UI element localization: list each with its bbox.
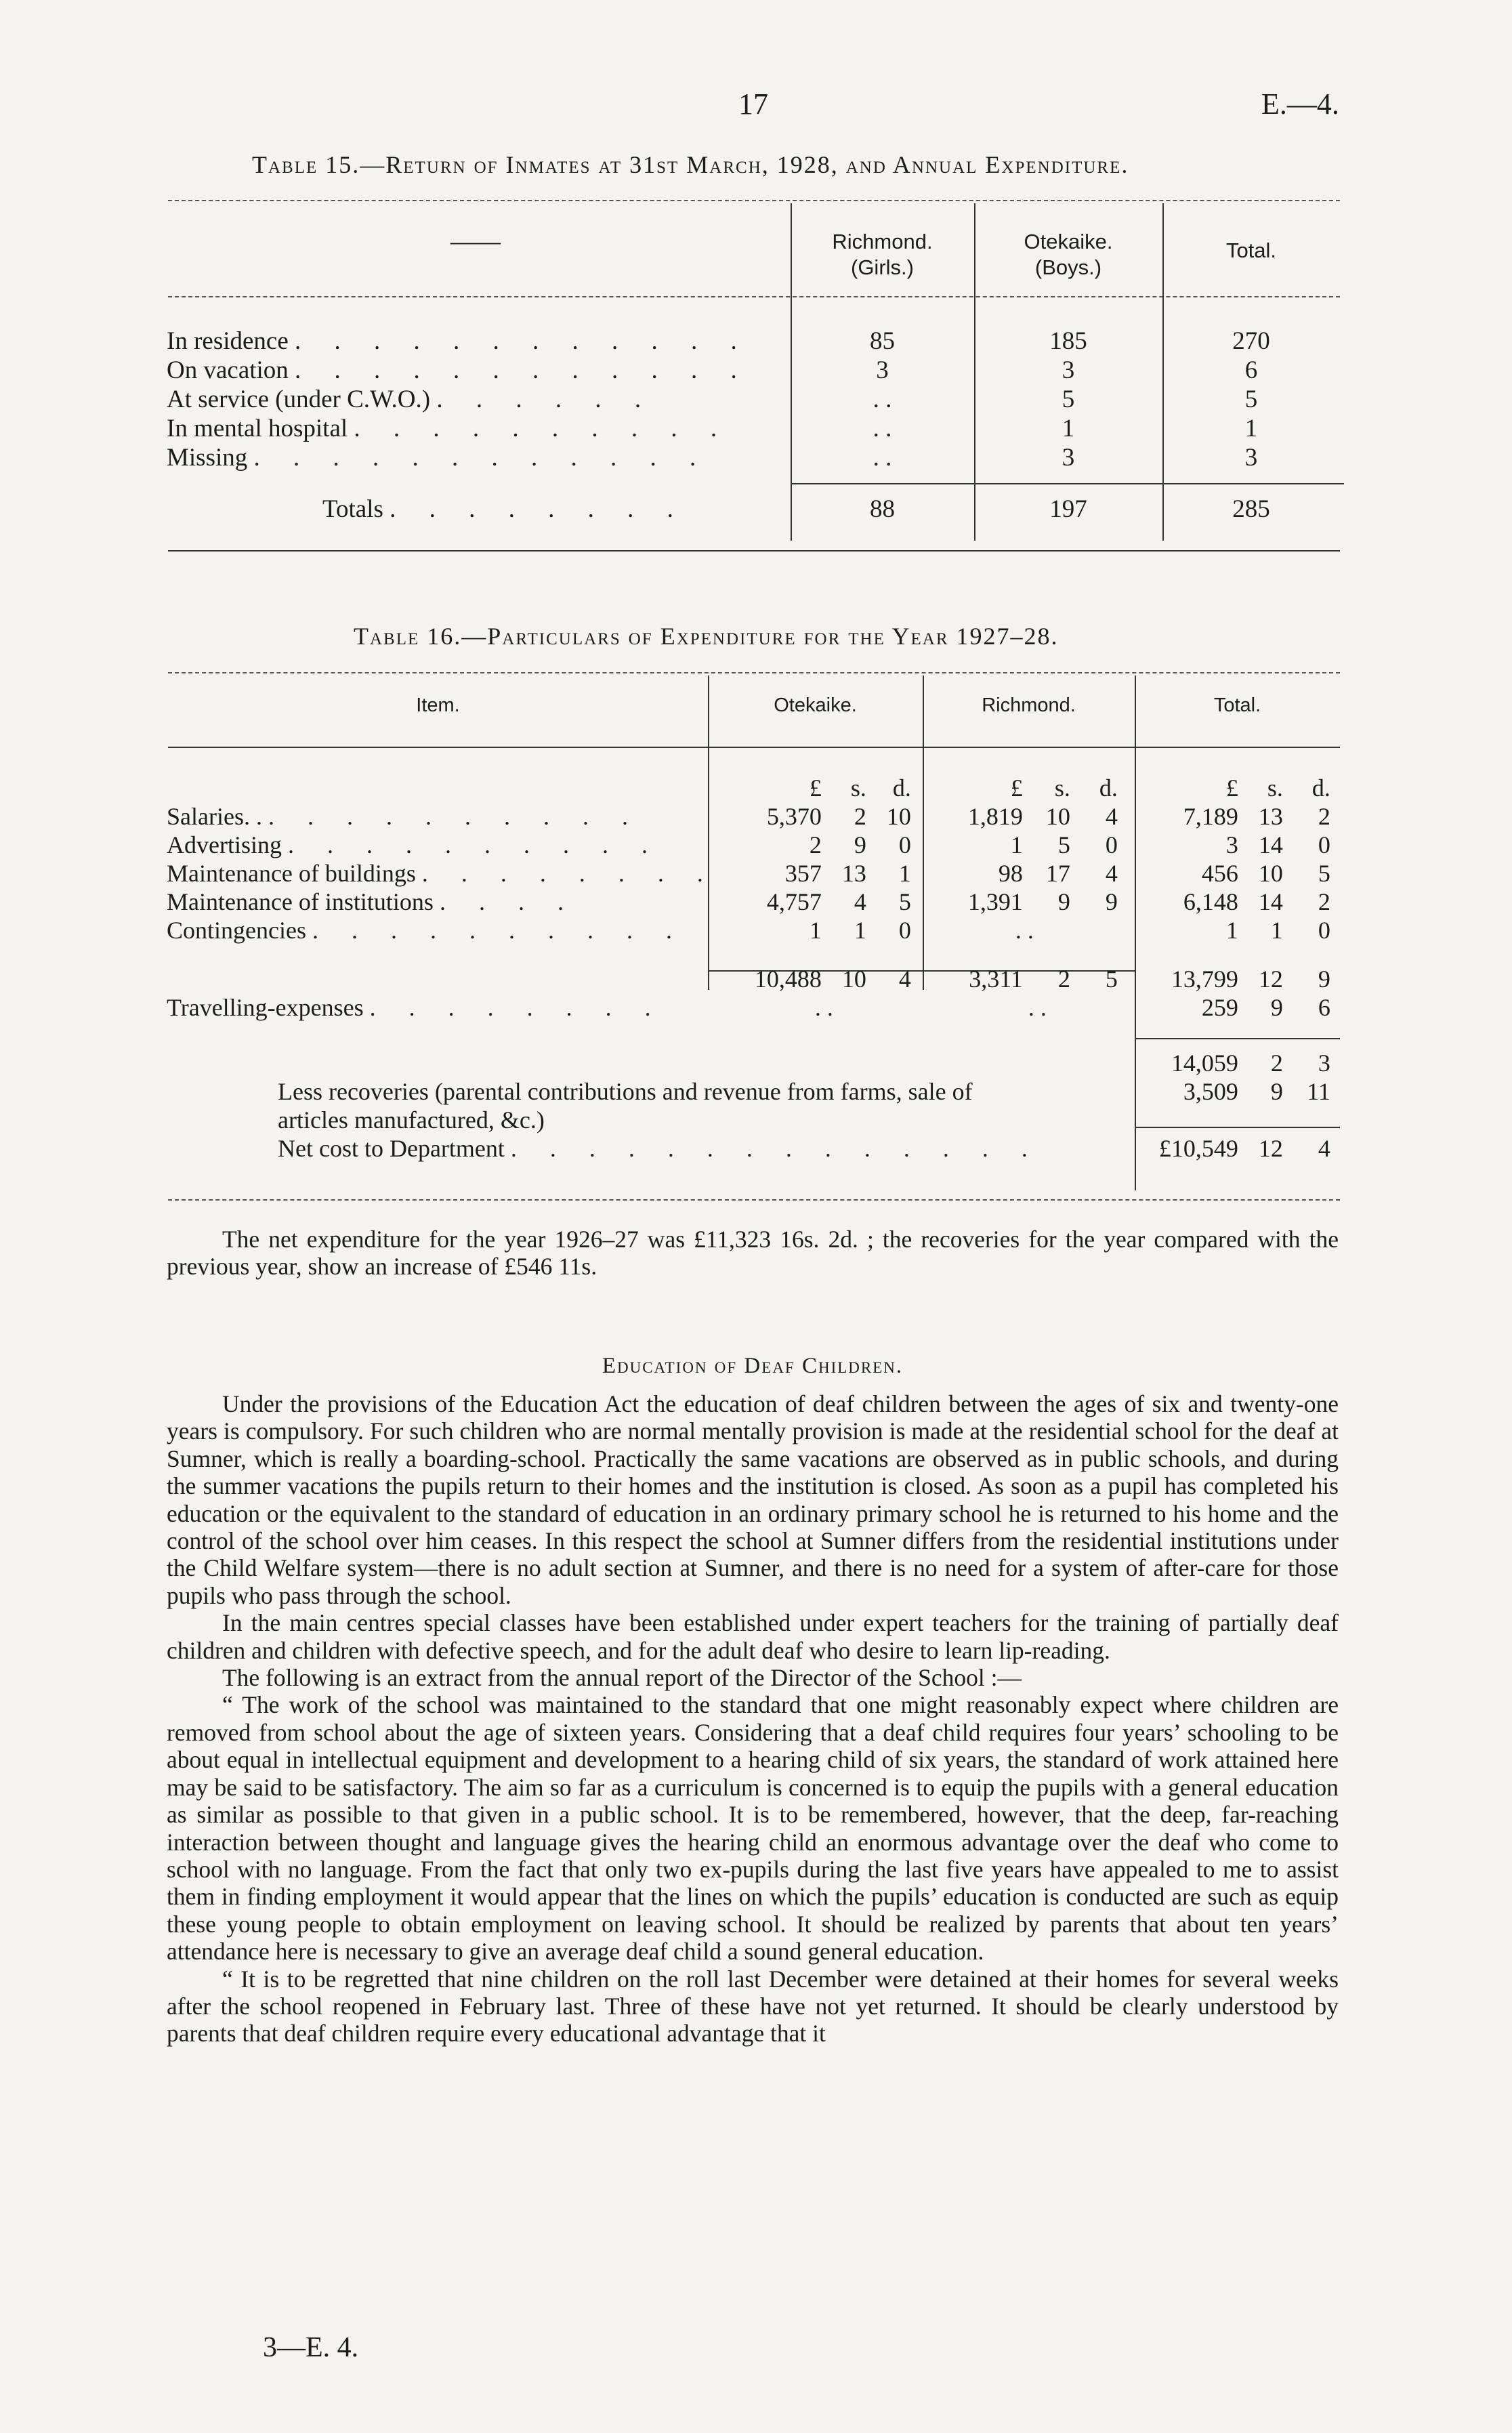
total-value: 5 — [1244, 386, 1258, 413]
row-label: Salaries. . — [167, 803, 262, 830]
total-subtotal-pounds: 13,799 — [1171, 965, 1238, 993]
total-pounds: 259 — [1201, 994, 1238, 1021]
total-shillings: 9 — [1270, 994, 1283, 1021]
otekaike-value: 3 — [1062, 356, 1075, 384]
net-cost-pounds: £10,549 — [1158, 1135, 1238, 1162]
table15-title: Table 15.—Return of Inmates at 31st March, 1928, and Annual Expenditure. — [252, 151, 1129, 178]
paragraph: Under the provisions of the Education Act the education of deaf children between the ages of six and twenty-one years is compulsory. For such children who are normal mentally provision is made at the residential school for the deaf at Sumner, which is really a boarding-school. Practically the same vacations are observed as in public schools, and during the summer vacations the pupils return to their homes and the institution is closed. As soon as a pupil has completed his education or the equivalent to the standard of education in an ordinary primary school he is returned to his home and the control of the school over him ceases. In this respect the school at Sumner differs from the residential institutions under the Child Welfare system—there is no adult section at Sumner, and there is no need for a system of after-care for those pupils who pass through the school. — [167, 1390, 1339, 1609]
pound-symbol: £ — [1010, 774, 1023, 802]
table-row: On vacation . . . . . . . . . . . . 3 3 6 — [167, 356, 1340, 385]
total-pounds: 3 — [1225, 831, 1238, 858]
richmond-shillings: 9 — [1057, 888, 1070, 915]
section-title: Education of Deaf Children. — [602, 1354, 904, 1378]
table-row: Maintenance of buildings . . . . . . . . 357 13 1 98 17 4 456 10 5 — [167, 860, 1330, 887]
paragraph: “ The work of the school was maintained to the standard that one might reasonably expect where children are removed from school about the age of sixteen years. Considering that a deaf child requires four years’ schooling to be about equal in intellectual equipment and development to a hearing child of six years, the standard of work attained here may be said to be satisfactory. The aim so far as a curriculum is concerned is to equip the pupils with a general education as similar as possible to that given in a public school. It is to be remembered, however, that the deep, far-reaching interaction between thought and language gives the hearing child an enormous advantage over the deaf who come to school with no language. From the fact that only two ex-pupils during the last five years have appealed to me to assist them in finding employment it would appear that the lines on which the pupils’ education is conducted are such as equip these young people to obtain employment on leaving school. It should be realized by parents that about ten years’ attendance here is necessary to give an average deaf child a sound general education. — [167, 1691, 1339, 1966]
table-row: Missing . . . . . . . . . . . . . . 3 3 — [167, 443, 1340, 472]
total-pence: 0 — [1318, 917, 1330, 944]
total-pounds: 7,189 — [1183, 803, 1238, 830]
otekaike-shillings: 2 — [854, 803, 866, 830]
subtotal-row — [167, 965, 1349, 993]
shilling-symbol: s. — [1267, 774, 1283, 802]
otekaike-pounds: 5,370 — [766, 803, 822, 830]
table15-header-total: Total. — [1225, 238, 1277, 262]
total-pence: 0 — [1318, 831, 1330, 858]
total-shillings: 1 — [1270, 917, 1283, 944]
otekaike-shillings: 1 — [854, 917, 866, 944]
total-shillings: 10 — [1258, 860, 1283, 887]
total-shillings: 13 — [1258, 803, 1283, 830]
row-label: Maintenance of institutions — [167, 888, 434, 915]
otekaike-subtotal-pence: 4 — [898, 965, 911, 993]
total-value: 1 — [1244, 415, 1258, 442]
otekaike-shillings: 4 — [854, 888, 866, 915]
row-label: Advertising — [167, 831, 282, 858]
richmond-empty: . . — [1015, 917, 1034, 944]
total-shillings: 14 — [1258, 831, 1283, 858]
otekaike-shillings: 13 — [841, 860, 866, 887]
otekaike-shillings: 9 — [854, 831, 866, 858]
richmond-pounds: 1 — [1010, 831, 1023, 858]
total-pounds: 1 — [1225, 917, 1238, 944]
richmond-subtotal-pounds: 3,311 — [969, 965, 1023, 993]
table15-blank-header: —— — [450, 228, 501, 255]
total-value: 6 — [1244, 356, 1258, 384]
total-pounds: 6,148 — [1183, 888, 1238, 915]
totals-label: Totals — [322, 495, 383, 523]
total-subtotal-shillings: 12 — [1258, 965, 1283, 993]
richmond-value: . . — [873, 444, 892, 472]
otekaike-pounds: 357 — [784, 860, 822, 887]
section-body — [167, 1390, 1339, 2047]
shilling-symbol: s. — [850, 774, 866, 802]
richmond-value: . . — [873, 415, 892, 442]
recoveries-shillings: 9 — [1270, 1078, 1283, 1105]
richmond-pence: 4 — [1105, 860, 1118, 887]
table16-header-total: Total. — [1213, 694, 1261, 716]
recoveries-label: Less recoveries (parental contributions and revenue from farms, sale of — [278, 1078, 973, 1105]
row-label: Contingencies — [167, 917, 306, 944]
otekaike-value: 1 — [1062, 415, 1075, 442]
table-row: Advertising . . . . . . . . . . 2 9 0 1 5 0 3 14 0 — [167, 831, 1330, 858]
recoveries-pounds: 3,509 — [1183, 1078, 1238, 1105]
otekaike-total: 197 — [1049, 495, 1087, 523]
currency-header-row — [167, 774, 1349, 802]
signature-mark: 3—E. 4. — [263, 2332, 359, 2363]
row-label: In mental hospital — [167, 415, 348, 442]
row-label: Missing — [167, 444, 248, 472]
total-pounds: 456 — [1201, 860, 1238, 887]
paragraph: The following is an extract from the annual report of the Director of the School :— — [222, 1664, 1022, 1692]
row-label: Travelling-expenses — [167, 994, 364, 1021]
paragraph: “ It is to be regretted that nine children on the roll last December were detained at their homes for several weeks after the school reopened in February last. Three of these have not yet returned. It should be clearly understood by parents that deaf children require every educational advantage that it — [167, 1965, 1339, 2047]
recoveries-row — [167, 1077, 1349, 1106]
richmond-pounds: 1,819 — [967, 803, 1023, 830]
row-label: At service (under C.W.O.) — [167, 386, 431, 413]
net-cost-label: Net cost to Department — [278, 1135, 505, 1162]
table-row: Contingencies . . . . . . . . . . 1 1 0 . . 1 1 0 — [167, 917, 1330, 944]
pound-symbol: £ — [809, 774, 822, 802]
otekaike-value: 185 — [1049, 327, 1087, 355]
otekaike-pounds: 1 — [809, 917, 822, 944]
shilling-symbol: s. — [1054, 774, 1070, 802]
otekaike-pence: 0 — [898, 831, 911, 858]
gross-total-shillings: 2 — [1270, 1049, 1283, 1077]
table15-body — [167, 327, 1340, 472]
table15-header-richmond: Richmond. (Girls.) — [832, 230, 933, 279]
otekaike-pence: 1 — [898, 860, 911, 887]
net-cost-pence: 4 — [1318, 1135, 1330, 1162]
otekaike-subtotal-pounds: 10,488 — [754, 965, 822, 993]
table15-header-otekaike: Otekaike. (Boys.) — [1024, 230, 1113, 279]
gross-total-pence: 3 — [1318, 1049, 1330, 1077]
expenditure-note: The net expenditure for the year 1926–27 was £11,323 16s. 2d. ; the recoveries for the year compared with the previous year, show an increase of £546 11s. — [167, 1226, 1339, 1281]
total-pence: 2 — [1318, 803, 1330, 830]
pound-symbol: £ — [1225, 774, 1238, 802]
recoveries-label-continued: articles manufactured, &c.) — [278, 1106, 545, 1134]
table15-totals — [167, 495, 1340, 524]
richmond-shillings: 17 — [1045, 860, 1070, 887]
otekaike-value: 5 — [1062, 386, 1075, 413]
table-row: In residence . . . . . . . . . . . . 85 185 270 — [167, 327, 1340, 356]
row-label: On vacation — [167, 356, 289, 384]
richmond-empty: . . — [1028, 994, 1047, 1021]
table-row: Maintenance of institutions . . . . 4,757 4 5 1,391 9 9 6,148 14 2 — [167, 888, 1330, 915]
otekaike-pence: 5 — [898, 888, 911, 915]
pence-symbol: d. — [892, 774, 911, 802]
table-row: In mental hospital . . . . . . . . . . . . 1 1 — [167, 414, 1340, 443]
richmond-value: . . — [873, 386, 892, 413]
total-value: 270 — [1232, 327, 1270, 355]
table16-title: Table 16.—Particulars of Expenditure for the Year 1927–28. — [354, 623, 1059, 650]
total-shillings: 14 — [1258, 888, 1283, 915]
net-cost-row: Net cost to Department . . . . . . . . . . . . . . £10,549 12 4 — [278, 1135, 1330, 1162]
richmond-shillings: 5 — [1057, 831, 1070, 858]
total-pence: 5 — [1318, 860, 1330, 887]
richmond-pounds: 1,391 — [967, 888, 1023, 915]
recoveries-row-continued — [167, 1106, 1349, 1134]
total-subtotal-pence: 9 — [1318, 965, 1330, 993]
richmond-shillings: 10 — [1045, 803, 1070, 830]
pence-symbol: d. — [1311, 774, 1330, 802]
otekaike-pence: 10 — [886, 803, 911, 830]
row-label: In residence — [167, 327, 289, 355]
otekaike-subtotal-shillings: 10 — [841, 965, 866, 993]
document-reference: E.—4. — [1261, 87, 1339, 121]
table16-header-item: Item. — [416, 694, 460, 716]
richmond-value: 3 — [876, 356, 889, 384]
total-pence: 2 — [1318, 888, 1330, 915]
table16-body — [167, 774, 1349, 1163]
richmond-subtotal-shillings: 2 — [1057, 965, 1070, 993]
richmond-subtotal-pence: 5 — [1105, 965, 1118, 993]
otekaike-empty: . . — [814, 994, 833, 1021]
travelling-row: Travelling-expenses . . . . . . . . . . . . 259 9 6 — [167, 994, 1330, 1021]
page-number: 17 — [738, 87, 768, 121]
totals-row: Totals . . . . . . . . 88 197 285 — [167, 495, 1340, 524]
table16-header-richmond: Richmond. — [982, 694, 1076, 716]
table-row: Salaries. . . . . . . . . . . . 5,370 2 10 1,819 10 4 7,189 13 2 — [167, 803, 1330, 830]
paragraph: In the main centres special classes have been established under expert teachers for the training of partially deaf children and children with defective speech, and for the adult deaf who desire to learn lip-reading. — [167, 1609, 1339, 1664]
total-value: 3 — [1244, 444, 1258, 472]
net-cost-shillings: 12 — [1258, 1135, 1283, 1162]
gross-total-row — [167, 1049, 1349, 1077]
table-row: At service (under C.W.O.) . . . . . . . . 5 5 — [167, 385, 1340, 414]
richmond-pence: 4 — [1105, 803, 1118, 830]
grand-total: 285 — [1232, 495, 1270, 523]
richmond-total: 88 — [870, 495, 895, 523]
richmond-pence: 9 — [1105, 888, 1118, 915]
recoveries-pence: 11 — [1307, 1078, 1330, 1105]
otekaike-value: 3 — [1062, 444, 1075, 472]
row-label: Maintenance of buildings — [167, 860, 416, 887]
richmond-value: 85 — [870, 327, 895, 355]
total-pence: 6 — [1318, 994, 1330, 1021]
richmond-pounds: 98 — [998, 860, 1023, 887]
otekaike-pence: 0 — [898, 917, 911, 944]
table16-header-otekaike: Otekaike. — [774, 694, 857, 716]
otekaike-pounds: 4,757 — [766, 888, 822, 915]
otekaike-pounds: 2 — [809, 831, 822, 858]
richmond-pence: 0 — [1105, 831, 1118, 858]
pence-symbol: d. — [1099, 774, 1118, 802]
gross-total-pounds: 14,059 — [1171, 1049, 1238, 1077]
